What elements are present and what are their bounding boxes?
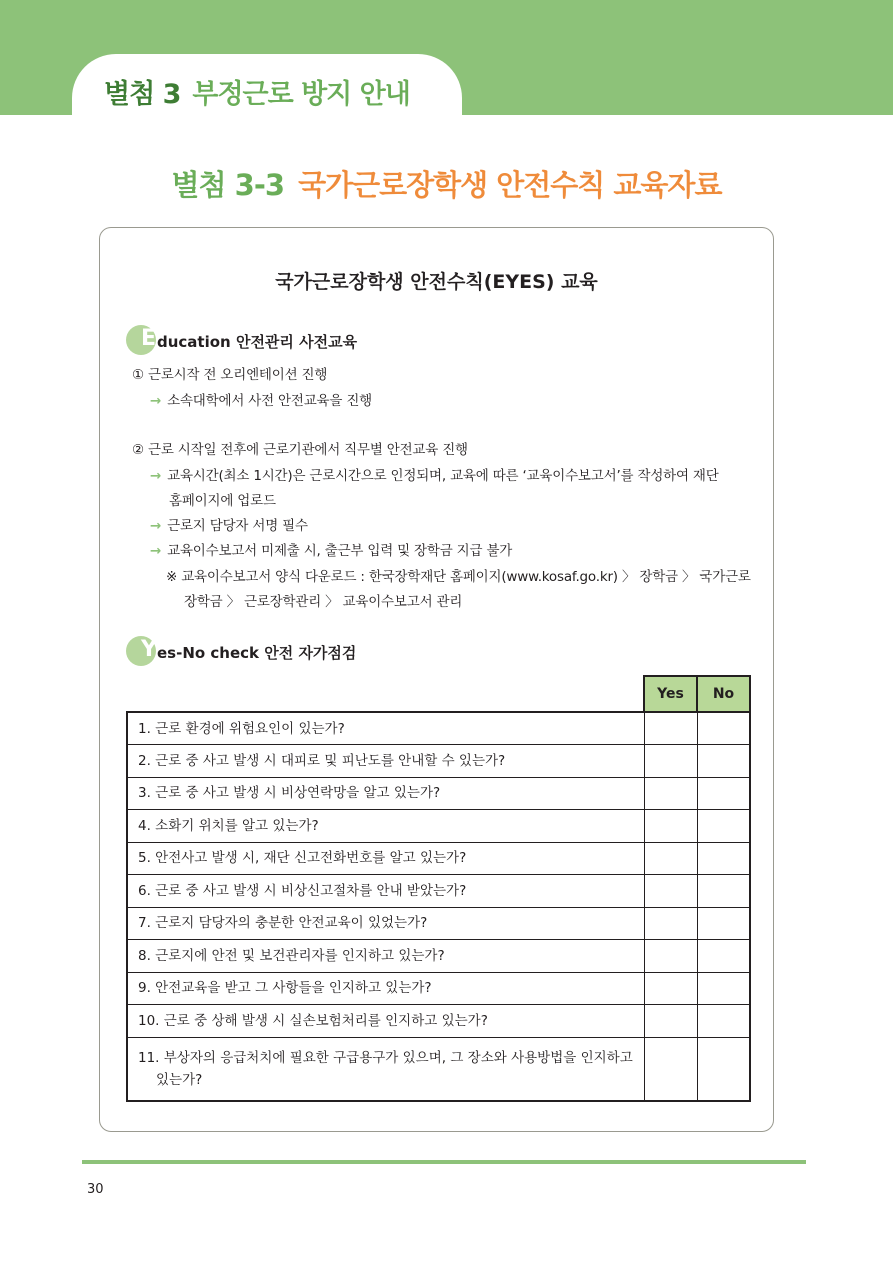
- yes-checkbox-cell[interactable]: [644, 940, 697, 973]
- no-checkbox-cell[interactable]: [697, 842, 750, 875]
- sub-heading-label: 별첨 3-3: [171, 168, 285, 202]
- no-checkbox-cell[interactable]: [697, 907, 750, 940]
- arrow-right-icon: →: [150, 543, 162, 559]
- arrow-right-icon: →: [150, 518, 162, 534]
- sub-heading: [0, 163, 893, 204]
- no-checkbox-cell[interactable]: [697, 712, 750, 745]
- appendix-heading: [104, 72, 410, 111]
- table-row: [127, 712, 750, 745]
- question-cell: 3. 근로 중 사고 발생 시 비상연락망을 알고 있는가?: [127, 777, 644, 810]
- question-cell: 6. 근로 중 사고 발생 시 비상신고절차를 안내 받았는가?: [127, 875, 644, 908]
- question-cell: 10. 근로 중 상해 발생 시 실손보험처리를 인지하고 있는가?: [127, 1005, 644, 1038]
- no-checkbox-cell[interactable]: [697, 972, 750, 1005]
- page-number: 30: [87, 1182, 104, 1197]
- yesno-letter: Y: [141, 637, 157, 662]
- question-cell: 1. 근로 환경에 위험요인이 있는가?: [127, 712, 644, 745]
- no-checkbox-cell[interactable]: [697, 745, 750, 778]
- no-checkbox-cell[interactable]: [697, 940, 750, 973]
- question-cell: 7. 근로지 담당자의 충분한 안전교육이 있었는가?: [127, 907, 644, 940]
- education-item-2-sub-1-cont: 홈페이지에 업로드: [169, 493, 276, 509]
- column-yes: Yes: [644, 676, 697, 712]
- no-checkbox-cell[interactable]: [697, 875, 750, 908]
- education-item-2: ② 근로 시작일 전후에 근로기관에서 직무별 안전교육 진행: [132, 442, 468, 458]
- yes-checkbox-cell[interactable]: [644, 777, 697, 810]
- question-cell: 4. 소화기 위치를 알고 있는가?: [127, 810, 644, 843]
- yes-checkbox-cell[interactable]: [644, 1005, 697, 1038]
- yes-checkbox-cell[interactable]: [644, 712, 697, 745]
- question-11-line-2: 있는가?: [156, 1071, 203, 1088]
- arrow-right-icon: →: [150, 393, 162, 409]
- yes-checkbox-cell[interactable]: [644, 907, 697, 940]
- appendix-title: 부정근로 방지 안내: [192, 79, 410, 110]
- table-row: [127, 777, 750, 810]
- no-checkbox-cell[interactable]: [697, 1005, 750, 1038]
- yes-checkbox-cell[interactable]: [644, 745, 697, 778]
- education-letter: E: [141, 326, 157, 351]
- sub-heading-title: 국가근로장학생 안전수칙 교육자료: [298, 168, 722, 202]
- table-row: [127, 745, 750, 778]
- question-cell: 8. 근로지에 안전 및 보건관리자를 인지하고 있는가?: [127, 940, 644, 973]
- table-row: [127, 972, 750, 1005]
- checklist-table: [126, 675, 751, 1102]
- yes-checkbox-cell[interactable]: [644, 875, 697, 908]
- question-cell: [127, 1037, 644, 1101]
- table-row: [127, 907, 750, 940]
- yes-checkbox-cell[interactable]: [644, 1037, 697, 1101]
- column-no: No: [697, 676, 750, 712]
- education-heading-text: ducation 안전관리 사전교육: [157, 333, 358, 351]
- question-11-line-1: 11. 부상자의 응급처치에 필요한 구급용구가 있으며, 그 장소와 사용방법을 인지하고: [138, 1049, 633, 1066]
- education-item-1: ① 근로시작 전 오리엔테이션 진행: [132, 367, 328, 383]
- education-item-2-sub-2: → 근로지 담당자 서명 필수: [150, 518, 308, 534]
- yesno-section-heading: [126, 636, 386, 666]
- table-header-row: [127, 676, 750, 712]
- education-note-cont: 장학금 〉 근로장학관리 〉 교육이수보고서 관리: [184, 594, 463, 610]
- table-header-blank: [127, 676, 644, 712]
- box-title: 국가근로장학생 안전수칙(EYES) 교육: [275, 271, 598, 293]
- education-item-1-sub-1: → 소속대학에서 사전 안전교육을 진행: [150, 393, 373, 409]
- footer-rule: [82, 1160, 806, 1164]
- table-row: [127, 875, 750, 908]
- no-checkbox-cell[interactable]: [697, 810, 750, 843]
- yes-checkbox-cell[interactable]: [644, 810, 697, 843]
- appendix-label: 별첨 3: [104, 79, 181, 110]
- education-note: ※ 교육이수보고서 양식 다운로드 : 한국장학재단 홈페이지(www.kosaf.go.kr) 〉 장학금 〉 국가근로: [166, 569, 751, 585]
- table-row: [127, 940, 750, 973]
- table-row: [127, 810, 750, 843]
- question-cell: 5. 안전사고 발생 시, 재단 신고전화번호를 알고 있는가?: [127, 842, 644, 875]
- content-box: [99, 227, 774, 1132]
- question-cell: 9. 안전교육을 받고 그 사항들을 인지하고 있는가?: [127, 972, 644, 1005]
- yes-checkbox-cell[interactable]: [644, 842, 697, 875]
- table-row: [127, 842, 750, 875]
- yes-checkbox-cell[interactable]: [644, 972, 697, 1005]
- table-row: [127, 1037, 750, 1101]
- education-item-2-sub-1: → 교육시간(최소 1시간)은 근로시간으로 인정되며, 교육에 따른 ‘교육이수보고서’를 작성하여 재단: [150, 468, 719, 484]
- table-row: [127, 1005, 750, 1038]
- education-section-heading: [126, 325, 386, 355]
- no-checkbox-cell[interactable]: [697, 1037, 750, 1101]
- yesno-heading-text: es-No check 안전 자가점검: [157, 644, 357, 662]
- arrow-right-icon: →: [150, 468, 162, 484]
- question-cell: 2. 근로 중 사고 발생 시 대피로 및 피난도를 안내할 수 있는가?: [127, 745, 644, 778]
- education-item-2-sub-3: → 교육이수보고서 미제출 시, 출근부 입력 및 장학금 지급 불가: [150, 543, 513, 559]
- no-checkbox-cell[interactable]: [697, 777, 750, 810]
